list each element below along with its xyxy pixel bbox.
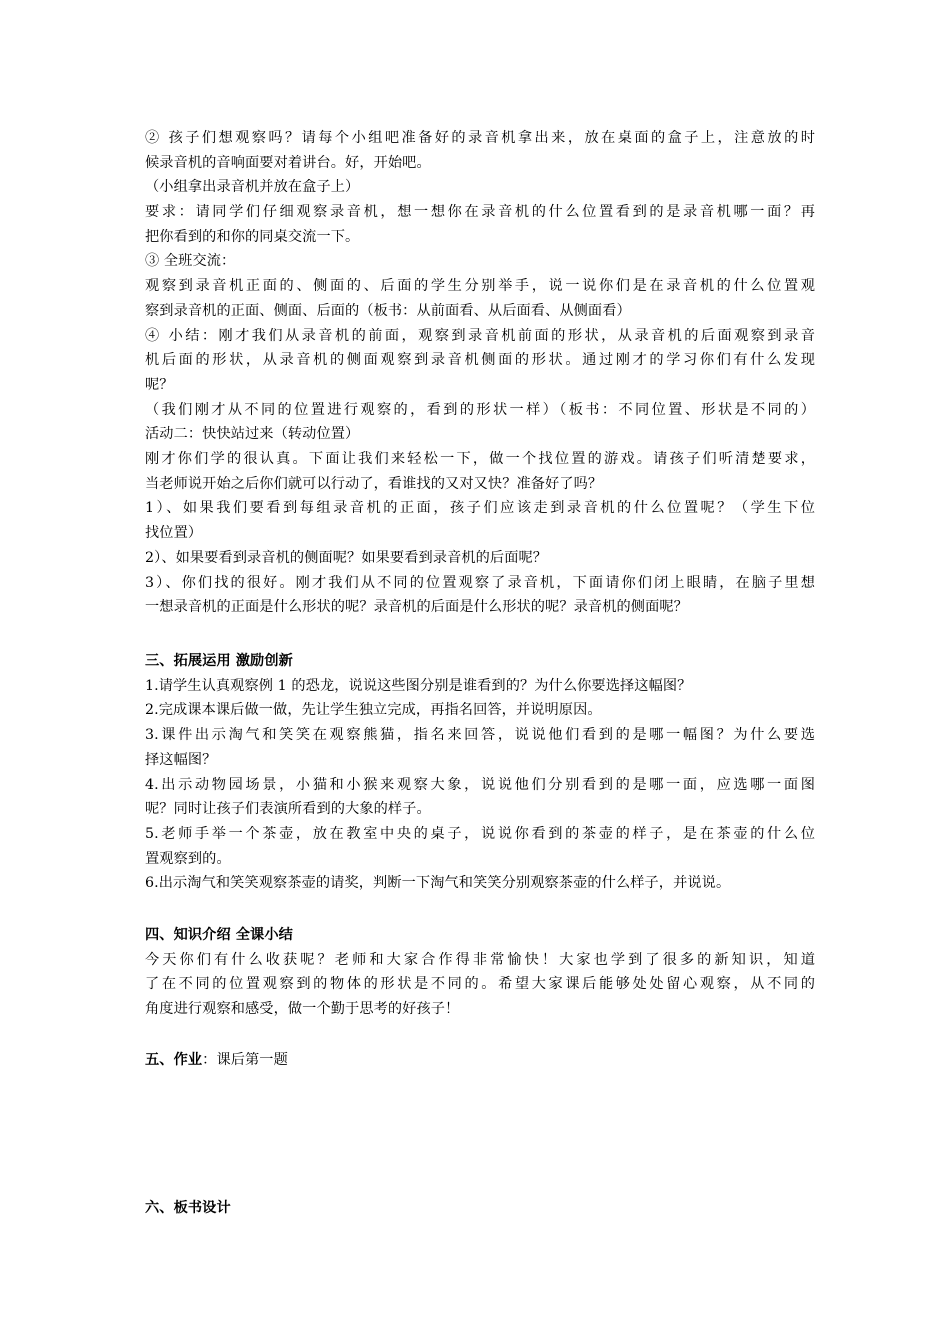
- list-item: 2.完成课本课后做一做，先让学生独立完成，再指名回答，并说明原因。: [145, 702, 602, 718]
- list-item: 3.课件出示淘气和笑笑在观察熊猫，指名来回答，说说他们看到的是哪一幅图？为什么要选: [145, 727, 815, 743]
- list-item: 4.出示动物园场景，小猫和小猴来观察大象，说说他们分别看到的是哪一面，应选哪一面图: [145, 777, 815, 793]
- list-item: 呢？同时让孩子们表演所看到的大象的样子。: [145, 801, 431, 817]
- list-item: 择这幅图？: [145, 752, 217, 768]
- list-item: 5.老师手举一个茶壶，放在教室中央的桌子，说说你看到的茶壶的样子，是在茶壶的什么位: [145, 826, 815, 842]
- paragraph-line: 今天你们有什么收获呢？老师和大家合作得非常愉快！大家也学到了很多的新知识，知道: [145, 952, 815, 968]
- paragraph-line: ④ 小结：刚才我们从录音机的前面，观察到录音机前面的形状，从录音机的后面观察到录音: [145, 328, 815, 344]
- paragraph-line: 角度进行观察和感受，做一个勤于思考的好孩子！: [145, 1001, 460, 1017]
- homework-heading: 五、作业: [145, 1052, 203, 1068]
- paragraph-line: 呢？: [145, 377, 174, 393]
- homework-text: ：课后第一题: [202, 1052, 288, 1068]
- paragraph-line: 察到录音机的正面、侧面、后面的（板书：从前面看、从后面看、从侧面看）: [145, 303, 631, 319]
- paragraph-line: 2）、如果要看到录音机的侧面呢？如果要看到录音机的后面呢？: [145, 550, 548, 566]
- paragraph-line: ③ 全班交流：: [145, 253, 236, 269]
- paragraph-line: 找位置）: [145, 525, 203, 541]
- list-item: 1.请学生认真观察例 1 的恐龙，说说这些图分别是谁看到的？为什么你要选择这幅图？: [145, 678, 692, 694]
- section-heading-5: [145, 1050, 815, 1070]
- paragraph-line: 机后面的形状，从录音机的侧面观察到录音机侧面的形状。通过刚才的学习你们有什么发现: [145, 352, 815, 368]
- section-heading-6: 六、板书设计: [145, 1200, 231, 1216]
- paragraph-line: 3）、你们找的很好。刚才我们从不同的位置观察了录音机，下面请你们闭上眼睛，在脑子里想: [145, 575, 815, 591]
- paragraph-line: （我们刚才从不同的位置进行观察的，看到的形状一样）（板书：不同位置、形状是不同的）: [145, 402, 815, 418]
- list-item: 置观察到的。: [145, 851, 231, 867]
- paragraph-line: 1）、如果我们要看到每组录音机的正面，孩子们应该走到录音机的什么位置呢？（学生下位: [145, 500, 815, 516]
- paragraph-line: 了在不同的位置观察到的物体的形状是不同的。希望大家课后能够处处留心观察，从不同的: [145, 976, 815, 992]
- paragraph-line: 候录音机的音响面要对着讲台。好，开始吧。: [145, 155, 431, 171]
- list-item: 6.出示淘气和笑笑观察茶壶的请奖，判断一下淘气和笑笑分别观察茶壶的什么样子，并说说。: [145, 875, 731, 891]
- paragraph-line: 刚才你们学的很认真。下面让我们来轻松一下，做一个找位置的游戏。请孩子们听清楚要求，: [145, 451, 815, 467]
- paragraph-line: （小组拿出录音机并放在盒子上）: [145, 179, 360, 195]
- paragraph-line: ② 孩子们想观察吗？请每个小组吧准备好的录音机拿出来，放在桌面的盒子上，注意放的时: [145, 130, 815, 146]
- paragraph-line: 当老师说开始之后你们就可以行动了，看谁找的又对又快？准备好了吗？: [145, 476, 603, 492]
- section-heading-4: 四、知识介绍 全课小结: [145, 927, 293, 943]
- paragraph-line: 一想录音机的正面是什么形状的呢？录音机的后面是什么形状的呢？录音机的侧面呢？: [145, 599, 688, 615]
- paragraph-line: 把你看到的和你的同桌交流一下。: [145, 229, 360, 245]
- paragraph-line: 观察到录音机正面的、侧面的、后面的学生分别举手，说一说你们是在录音机的什么位置观: [145, 278, 815, 294]
- paragraph-line: 活动二：快快站过来（转动位置）: [145, 426, 360, 442]
- paragraph-line: 要求：请同学们仔细观察录音机，想一想你在录音机的什么位置看到的是录音机哪一面？再: [145, 204, 815, 220]
- section-heading-3: 三、拓展运用 激励创新: [145, 653, 293, 669]
